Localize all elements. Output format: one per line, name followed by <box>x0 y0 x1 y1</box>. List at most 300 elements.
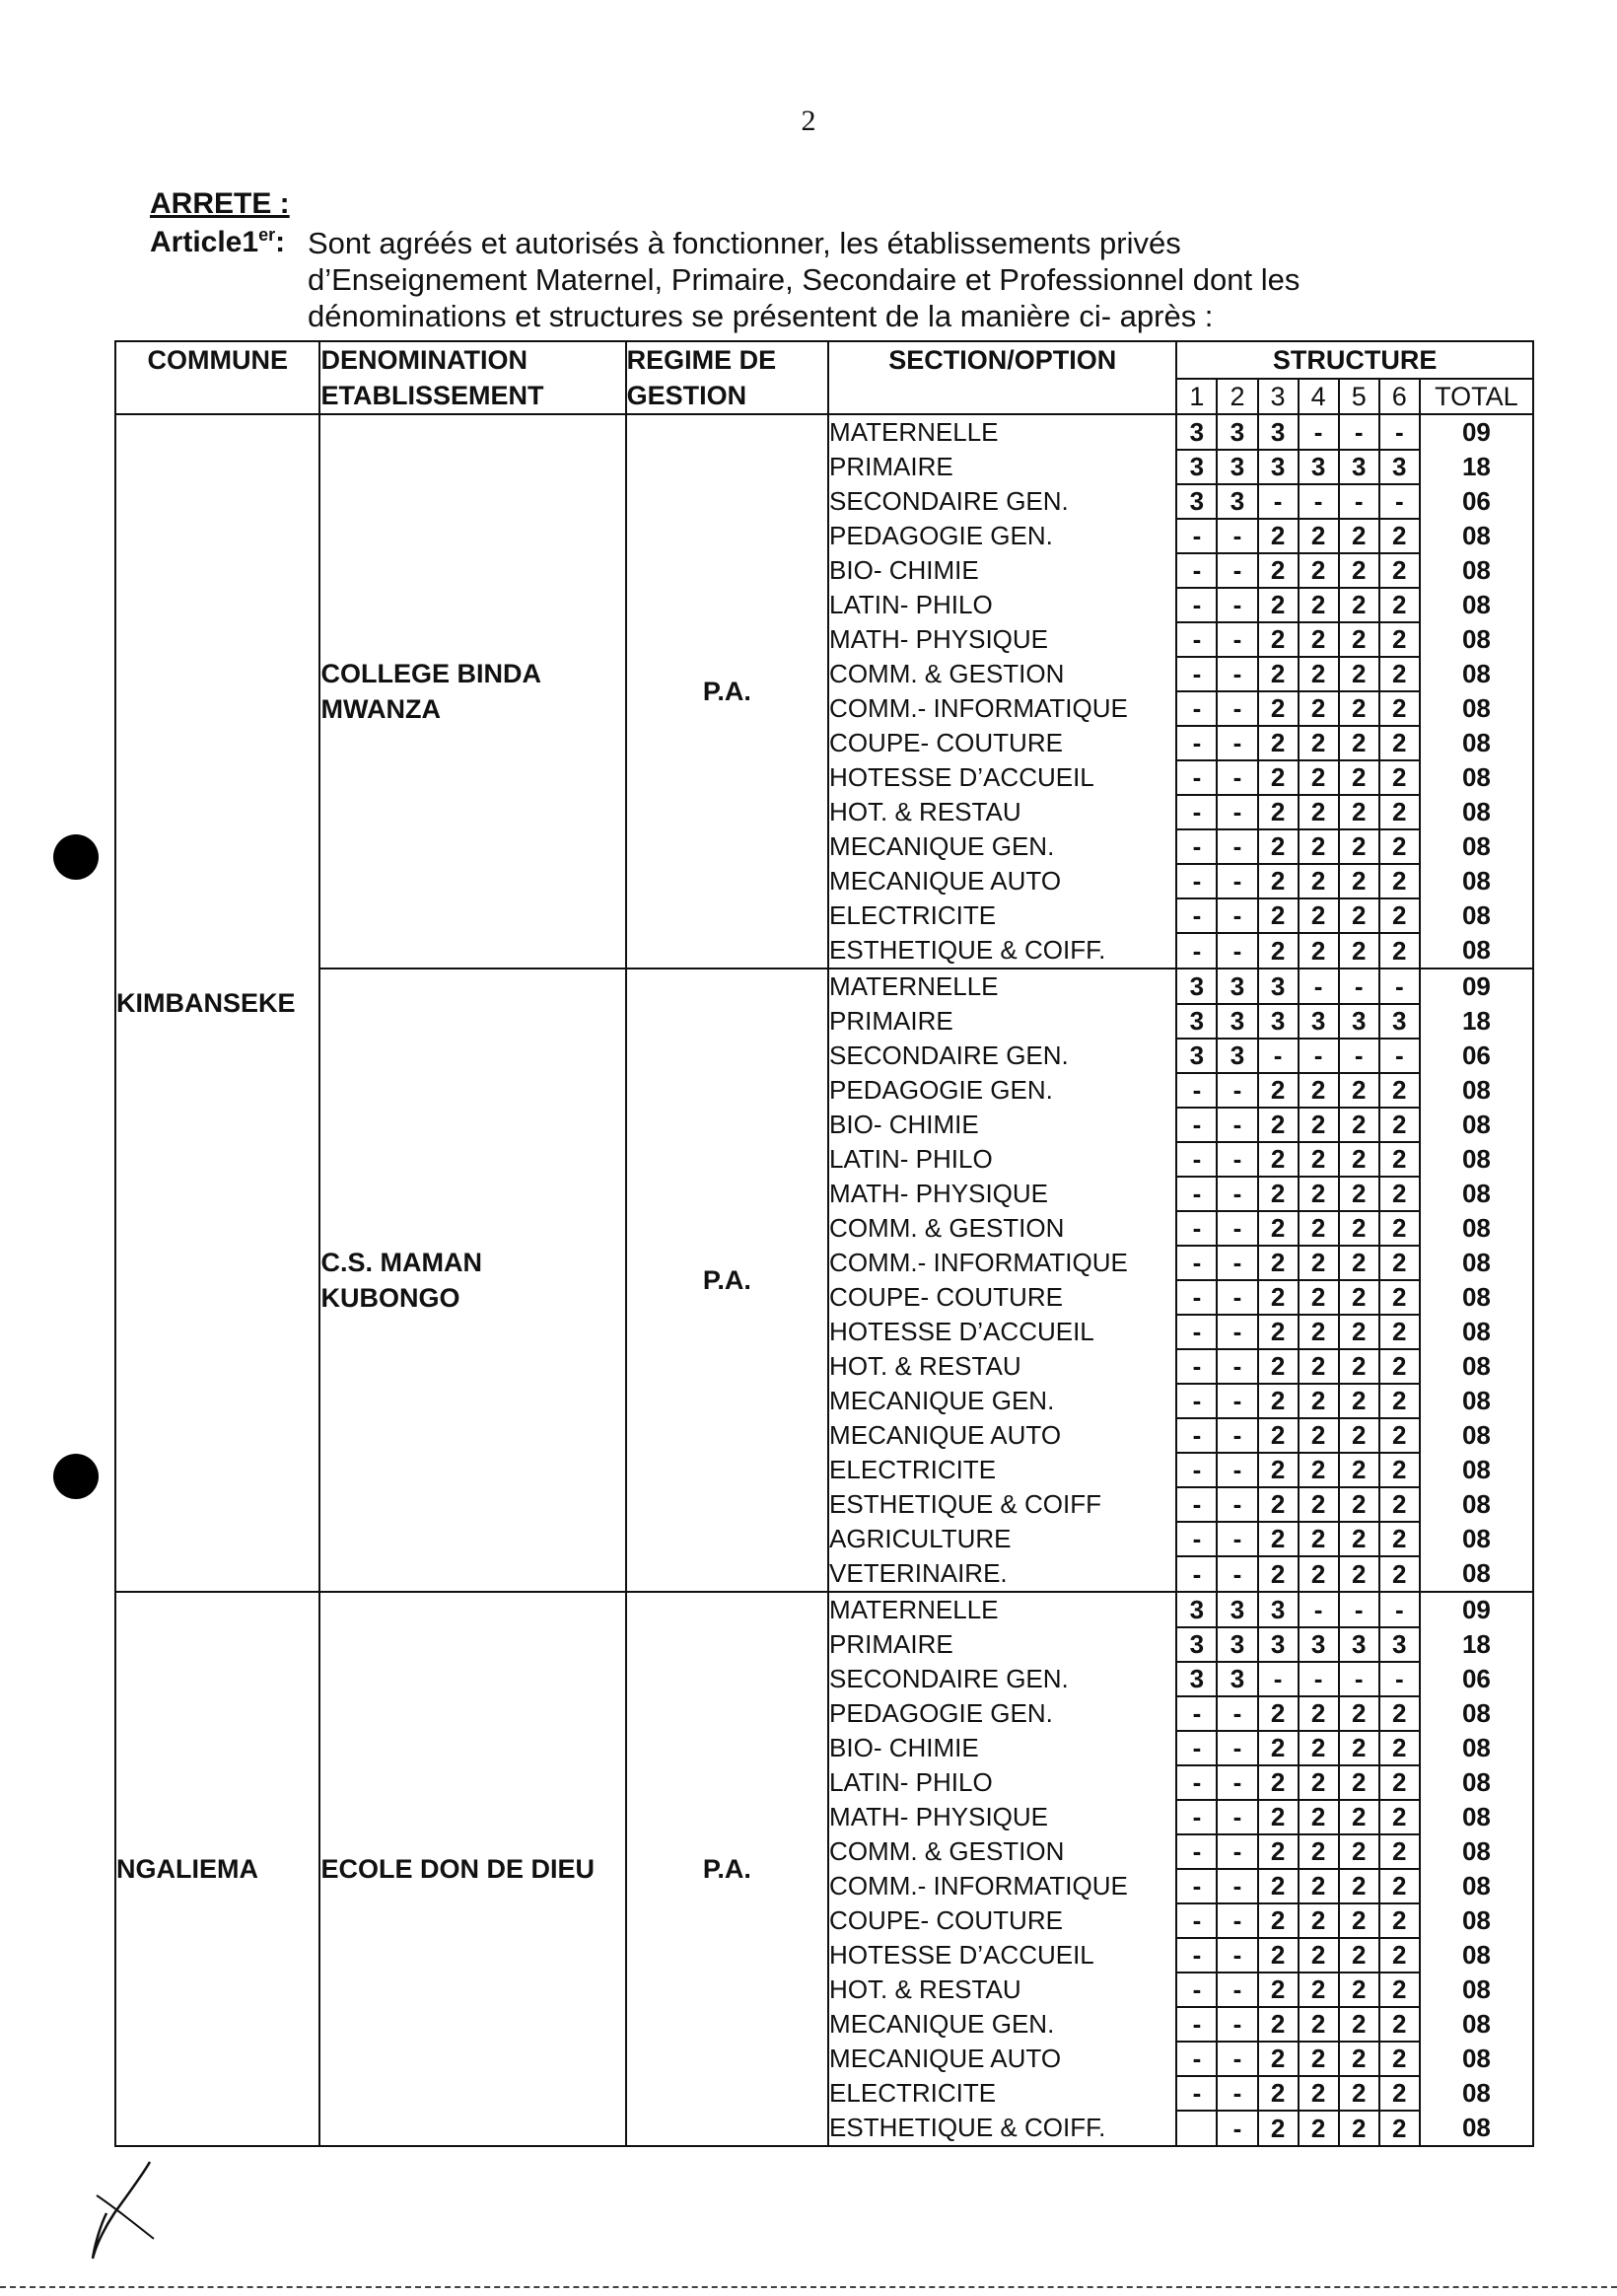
year-value-cell: 2 <box>1379 691 1420 726</box>
year-value-cell: 2 <box>1299 1834 1339 1869</box>
section-option-cell: PEDAGOGIE GEN. <box>828 1696 1176 1731</box>
year-value-cell: 2 <box>1258 622 1299 657</box>
year-value-cell: 2 <box>1379 657 1420 691</box>
year-value-cell: 2 <box>1339 1108 1379 1142</box>
year-value-cell: - <box>1217 1903 1257 1938</box>
year-value-cell: 2 <box>1379 1177 1420 1211</box>
year-value-cell: 2 <box>1299 1800 1339 1834</box>
year-value-cell: 2 <box>1339 1938 1379 1973</box>
section-option-cell: BIO- CHIMIE <box>828 553 1176 588</box>
year-value-cell: - <box>1176 726 1217 760</box>
year-value-cell: 3 <box>1217 1627 1257 1662</box>
year-value-cell: 3 <box>1339 450 1379 484</box>
year-value-cell: - <box>1176 1973 1217 2007</box>
year-value-cell: - <box>1176 1522 1217 1556</box>
section-option-cell: COUPE- COUTURE <box>828 726 1176 760</box>
year-value-cell: - <box>1217 1973 1257 2007</box>
year-value-cell: - <box>1176 588 1217 622</box>
year-value-cell: 2 <box>1339 657 1379 691</box>
year-value-cell: - <box>1339 484 1379 519</box>
year-value-cell: 2 <box>1299 795 1339 829</box>
year-value-cell: - <box>1176 1246 1217 1280</box>
section-option-cell: MECANIQUE GEN. <box>828 1384 1176 1418</box>
total-cell: 06 <box>1420 1039 1533 1073</box>
year-value-cell: 2 <box>1258 1834 1299 1869</box>
year-value-cell: 3 <box>1379 1004 1420 1039</box>
section-option-cell: LATIN- PHILO <box>828 1765 1176 1800</box>
table-row <box>115 1592 1533 1627</box>
year-value-cell: - <box>1258 1039 1299 1073</box>
year-value-cell: 2 <box>1339 829 1379 864</box>
header-section: SECTION/OPTION <box>828 341 1176 414</box>
total-cell: 08 <box>1420 588 1533 622</box>
section-option-cell: MATH- PHYSIQUE <box>828 1800 1176 1834</box>
year-value-cell: 3 <box>1217 1662 1257 1696</box>
year-value-cell: 2 <box>1258 1973 1299 2007</box>
section-option-cell: HOTESSE D’ACCUEIL <box>828 1938 1176 1973</box>
year-value-cell: 2 <box>1258 1177 1299 1211</box>
total-cell: 08 <box>1420 519 1533 553</box>
year-value-cell: 3 <box>1258 969 1299 1004</box>
year-value-cell: 2 <box>1299 1522 1339 1556</box>
year-value-cell: 3 <box>1299 1004 1339 1039</box>
year-value-cell: 3 <box>1217 450 1257 484</box>
year-value-cell: - <box>1339 414 1379 450</box>
year-value-cell: 2 <box>1339 588 1379 622</box>
table-row <box>115 969 1533 1004</box>
section-option-cell: HOTESSE D’ACCUEIL <box>828 1315 1176 1349</box>
year-value-cell: - <box>1176 1142 1217 1177</box>
year-value-cell: 2 <box>1339 1177 1379 1211</box>
year-value-cell: 2 <box>1258 726 1299 760</box>
year-value-cell: 2 <box>1379 933 1420 969</box>
year-value-cell: 2 <box>1258 864 1299 898</box>
year-value-cell: - <box>1258 484 1299 519</box>
year-value-cell: 3 <box>1258 414 1299 450</box>
section-option-cell: COMM.- INFORMATIQUE <box>828 1246 1176 1280</box>
year-value-cell: 2 <box>1299 726 1339 760</box>
total-cell: 18 <box>1420 450 1533 484</box>
year-value-cell: - <box>1339 1662 1379 1696</box>
year-value-cell: 2 <box>1299 519 1339 553</box>
year-value-cell: - <box>1217 1696 1257 1731</box>
year-value-cell: 2 <box>1299 1315 1339 1349</box>
year-value-cell: - <box>1339 969 1379 1004</box>
section-option-cell: SECONDAIRE GEN. <box>828 484 1176 519</box>
section-option-cell: BIO- CHIMIE <box>828 1108 1176 1142</box>
year-value-cell: 2 <box>1258 2042 1299 2076</box>
year-value-cell: 2 <box>1339 691 1379 726</box>
year-value-cell: 3 <box>1217 414 1257 450</box>
section-option-cell: AGRICULTURE <box>828 1522 1176 1556</box>
year-value-cell: - <box>1176 1073 1217 1108</box>
year-value-cell: 2 <box>1258 1938 1299 1973</box>
year-value-cell: - <box>1217 795 1257 829</box>
year-value-cell: 2 <box>1379 760 1420 795</box>
year-value-cell: - <box>1217 1800 1257 1834</box>
total-cell: 08 <box>1420 1073 1533 1108</box>
year-value-cell: - <box>1379 1662 1420 1696</box>
year-value-cell: 2 <box>1299 657 1339 691</box>
year-value-cell: - <box>1176 1903 1217 1938</box>
total-cell: 08 <box>1420 795 1533 829</box>
year-value-cell: 2 <box>1379 1384 1420 1418</box>
year-value-cell: 2 <box>1339 1384 1379 1418</box>
year-value-cell: 3 <box>1217 1039 1257 1073</box>
year-value-cell: - <box>1176 795 1217 829</box>
year-value-cell: 2 <box>1379 726 1420 760</box>
establishment-name-line: MWANZA <box>320 694 441 724</box>
year-value-cell: 2 <box>1379 588 1420 622</box>
year-value-cell: 2 <box>1339 933 1379 969</box>
year-value-cell: - <box>1217 864 1257 898</box>
year-value-cell: - <box>1217 1211 1257 1246</box>
year-value-cell: - <box>1339 1039 1379 1073</box>
total-cell: 08 <box>1420 1765 1533 1800</box>
total-cell: 09 <box>1420 414 1533 450</box>
year-value-cell: 2 <box>1339 1696 1379 1731</box>
year-value-cell: - <box>1176 1384 1217 1418</box>
year-value-cell: 2 <box>1299 1073 1339 1108</box>
total-cell: 08 <box>1420 657 1533 691</box>
year-value-cell: 2 <box>1299 1177 1339 1211</box>
year-value-cell: - <box>1217 1487 1257 1522</box>
year-value-cell: - <box>1217 1108 1257 1142</box>
year-value-cell: - <box>1217 1556 1257 1592</box>
year-value-cell: - <box>1299 484 1339 519</box>
year-value-cell: 2 <box>1379 553 1420 588</box>
article-text-line: d’Enseignement Maternel, Primaire, Secondaire et Professionnel dont les <box>308 262 1301 297</box>
year-value-cell: - <box>1176 1938 1217 1973</box>
year-value-cell: 2 <box>1258 1246 1299 1280</box>
year-value-cell: - <box>1217 2076 1257 2111</box>
year-value-cell: - <box>1217 1765 1257 1800</box>
year-value-cell: 2 <box>1299 1869 1339 1903</box>
year-value-cell: 2 <box>1379 1938 1420 1973</box>
year-value-cell: - <box>1299 1039 1339 1073</box>
year-value-cell: 2 <box>1339 1073 1379 1108</box>
year-value-cell: 3 <box>1176 484 1217 519</box>
year-value-cell: - <box>1299 969 1339 1004</box>
total-cell: 08 <box>1420 1142 1533 1177</box>
year-value-cell: 2 <box>1339 2111 1379 2146</box>
total-cell: 08 <box>1420 1556 1533 1592</box>
year-value-cell: 2 <box>1339 1731 1379 1765</box>
year-value-cell: - <box>1217 1246 1257 1280</box>
year-value-cell: 2 <box>1258 2076 1299 2111</box>
section-option-cell: COMM. & GESTION <box>828 657 1176 691</box>
total-cell: 08 <box>1420 1800 1533 1834</box>
total-cell: 08 <box>1420 1246 1533 1280</box>
year-value-cell: 2 <box>1339 1246 1379 1280</box>
total-cell: 06 <box>1420 1662 1533 1696</box>
year-value-cell: 2 <box>1299 1418 1339 1453</box>
total-cell: 08 <box>1420 1211 1533 1246</box>
year-value-cell: 2 <box>1339 1142 1379 1177</box>
year-value-cell: - <box>1217 1384 1257 1418</box>
year-value-cell: 2 <box>1379 1487 1420 1522</box>
year-value-cell: - <box>1176 933 1217 969</box>
section-option-cell: ELECTRICITE <box>828 2076 1176 2111</box>
year-value-cell: 2 <box>1258 1903 1299 1938</box>
year-value-cell: - <box>1176 2007 1217 2042</box>
year-value-cell: 2 <box>1258 1108 1299 1142</box>
year-value-cell: - <box>1176 622 1217 657</box>
table-row <box>115 414 1533 450</box>
year-value-cell: - <box>1217 2111 1257 2146</box>
year-value-cell: 2 <box>1339 519 1379 553</box>
year-value-cell: - <box>1217 1869 1257 1903</box>
header-denomination <box>319 341 625 414</box>
total-cell: 09 <box>1420 1592 1533 1627</box>
regime-cell: P.A. <box>626 1592 828 2146</box>
year-value-cell: 2 <box>1299 864 1339 898</box>
year-value-cell: 2 <box>1339 898 1379 933</box>
section-option-cell: VETERINAIRE. <box>828 1556 1176 1592</box>
year-value-cell: - <box>1176 1765 1217 1800</box>
year-value-cell: 2 <box>1379 1142 1420 1177</box>
section-option-cell: MATH- PHYSIQUE <box>828 622 1176 657</box>
year-value-cell: 2 <box>1379 2076 1420 2111</box>
header-regime <box>626 341 828 414</box>
total-cell: 08 <box>1420 726 1533 760</box>
year-value-cell: 2 <box>1339 1903 1379 1938</box>
section-option-cell: HOT. & RESTAU <box>828 1349 1176 1384</box>
page-edge-line <box>0 2286 1617 2288</box>
section-option-cell: MECANIQUE GEN. <box>828 2007 1176 2042</box>
year-value-cell: - <box>1217 1731 1257 1765</box>
total-cell: 08 <box>1420 2111 1533 2146</box>
year-value-cell: 2 <box>1258 1453 1299 1487</box>
article-text-line: Sont agréés et autorisés à fonctionner, les établissements privés <box>308 226 1181 260</box>
establishment-name-cell <box>319 969 625 1592</box>
page-number: 2 <box>801 105 816 137</box>
establishment-name-line: C.S. MAMAN <box>320 1248 482 1277</box>
year-value-cell: - <box>1217 1177 1257 1211</box>
year-value-cell: 2 <box>1339 795 1379 829</box>
year-value-cell: 3 <box>1299 450 1339 484</box>
section-option-cell: SECONDAIRE GEN. <box>828 1662 1176 1696</box>
year-value-cell: 2 <box>1379 1246 1420 1280</box>
year-value-cell: - <box>1176 553 1217 588</box>
year-value-cell: - <box>1217 760 1257 795</box>
year-value-cell: 2 <box>1299 1142 1339 1177</box>
section-option-cell: PRIMAIRE <box>828 1004 1176 1039</box>
year-value-cell: 2 <box>1258 829 1299 864</box>
year-value-cell: 3 <box>1176 414 1217 450</box>
year-value-cell: - <box>1217 2007 1257 2042</box>
decree-heading: ARRETE : <box>150 187 290 220</box>
year-value-cell: - <box>1217 726 1257 760</box>
section-option-cell: MECANIQUE AUTO <box>828 864 1176 898</box>
year-value-cell: 2 <box>1299 1556 1339 1592</box>
year-value-cell: 2 <box>1379 864 1420 898</box>
year-value-cell: 3 <box>1176 969 1217 1004</box>
section-option-cell: MECANIQUE GEN. <box>828 829 1176 864</box>
year-value-cell: 2 <box>1258 898 1299 933</box>
total-cell: 09 <box>1420 969 1533 1004</box>
section-option-cell: ELECTRICITE <box>828 898 1176 933</box>
year-value-cell: 2 <box>1379 2042 1420 2076</box>
year-value-cell: - <box>1176 1453 1217 1487</box>
total-cell: 08 <box>1420 1280 1533 1315</box>
header-year: 3 <box>1258 379 1299 414</box>
year-value-cell: 2 <box>1299 1384 1339 1418</box>
year-value-cell: 2 <box>1379 898 1420 933</box>
year-value-cell: - <box>1176 1108 1217 1142</box>
year-value-cell: 3 <box>1176 1627 1217 1662</box>
year-value-cell: 2 <box>1379 622 1420 657</box>
year-value-cell: 2 <box>1379 1349 1420 1384</box>
year-value-cell: - <box>1217 657 1257 691</box>
year-value-cell: 2 <box>1339 864 1379 898</box>
section-option-cell: ESTHETIQUE & COIFF <box>828 1487 1176 1522</box>
year-value-cell: 3 <box>1176 1039 1217 1073</box>
year-value-cell: 2 <box>1299 588 1339 622</box>
year-value-cell: 2 <box>1299 691 1339 726</box>
year-value-cell: 2 <box>1299 1487 1339 1522</box>
year-value-cell: 2 <box>1299 1280 1339 1315</box>
year-value-cell: 2 <box>1379 1731 1420 1765</box>
year-value-cell: 2 <box>1339 1315 1379 1349</box>
header-commune: COMMUNE <box>115 341 319 414</box>
year-value-cell: 2 <box>1258 657 1299 691</box>
binder-hole <box>53 834 99 880</box>
header-year: 1 <box>1176 379 1217 414</box>
year-value-cell: 2 <box>1258 553 1299 588</box>
section-option-cell: PRIMAIRE <box>828 450 1176 484</box>
year-value-cell: - <box>1217 2042 1257 2076</box>
year-value-cell: 2 <box>1379 1696 1420 1731</box>
section-option-cell: MATH- PHYSIQUE <box>828 1177 1176 1211</box>
year-value-cell: 2 <box>1339 1765 1379 1800</box>
year-value-cell: 3 <box>1258 1004 1299 1039</box>
section-option-cell: BIO- CHIMIE <box>828 1731 1176 1765</box>
total-cell: 08 <box>1420 553 1533 588</box>
total-cell: 08 <box>1420 829 1533 864</box>
year-value-cell: - <box>1379 414 1420 450</box>
year-value-cell: 2 <box>1258 588 1299 622</box>
year-value-cell: 2 <box>1339 1834 1379 1869</box>
year-value-cell: 2 <box>1258 519 1299 553</box>
year-value-cell: 2 <box>1379 1834 1420 1869</box>
section-option-cell: COUPE- COUTURE <box>828 1903 1176 1938</box>
year-value-cell: 2 <box>1258 1142 1299 1177</box>
year-value-cell: - <box>1217 1349 1257 1384</box>
year-value-cell: - <box>1217 1142 1257 1177</box>
year-value-cell: - <box>1379 484 1420 519</box>
year-value-cell: 3 <box>1379 1627 1420 1662</box>
year-value-cell: 3 <box>1217 1592 1257 1627</box>
year-value-cell: 2 <box>1379 1556 1420 1592</box>
year-value-cell: - <box>1217 691 1257 726</box>
year-value-cell: 2 <box>1299 2111 1339 2146</box>
year-value-cell: 2 <box>1379 795 1420 829</box>
total-cell: 08 <box>1420 1108 1533 1142</box>
year-value-cell: 2 <box>1258 1384 1299 1418</box>
section-option-cell: LATIN- PHILO <box>828 588 1176 622</box>
year-value-cell: - <box>1176 657 1217 691</box>
year-value-cell: - <box>1379 969 1420 1004</box>
total-cell: 08 <box>1420 1834 1533 1869</box>
year-value-cell: 3 <box>1379 450 1420 484</box>
year-value-cell: 2 <box>1339 1280 1379 1315</box>
total-cell: 08 <box>1420 1731 1533 1765</box>
total-cell: 08 <box>1420 898 1533 933</box>
year-value-cell: 2 <box>1258 1280 1299 1315</box>
year-value-cell: - <box>1176 1177 1217 1211</box>
total-cell: 08 <box>1420 1453 1533 1487</box>
year-value-cell: 2 <box>1299 1211 1339 1246</box>
year-value-cell: 3 <box>1176 1004 1217 1039</box>
total-cell: 08 <box>1420 2042 1533 2076</box>
section-option-cell: PEDAGOGIE GEN. <box>828 519 1176 553</box>
article-label-text: Article1 <box>150 226 259 258</box>
year-value-cell: 2 <box>1299 1765 1339 1800</box>
year-value-cell: 2 <box>1299 1108 1339 1142</box>
total-cell: 08 <box>1420 1869 1533 1903</box>
header-year: 6 <box>1379 379 1420 414</box>
section-option-cell: LATIN- PHILO <box>828 1142 1176 1177</box>
year-value-cell: 2 <box>1339 1453 1379 1487</box>
section-option-cell: COMM.- INFORMATIQUE <box>828 1869 1176 1903</box>
year-value-cell: 2 <box>1379 2007 1420 2042</box>
total-cell: 08 <box>1420 1938 1533 1973</box>
year-value-cell: 2 <box>1299 1903 1339 1938</box>
year-value-cell: 2 <box>1299 1973 1339 2007</box>
total-cell: 18 <box>1420 1004 1533 1039</box>
regime-cell: P.A. <box>626 414 828 969</box>
total-cell: 08 <box>1420 1696 1533 1731</box>
year-value-cell: 3 <box>1217 969 1257 1004</box>
year-value-cell: - <box>1176 1869 1217 1903</box>
table-body <box>115 414 1533 2146</box>
total-cell: 08 <box>1420 2076 1533 2111</box>
year-value-cell: 2 <box>1379 2111 1420 2146</box>
year-value-cell: 2 <box>1299 898 1339 933</box>
year-value-cell: - <box>1176 1834 1217 1869</box>
year-value-cell: 2 <box>1299 622 1339 657</box>
year-value-cell: 2 <box>1379 1108 1420 1142</box>
year-value-cell: 2 <box>1379 829 1420 864</box>
header-regime-line: REGIME DE <box>626 345 777 375</box>
year-value-cell: - <box>1217 1280 1257 1315</box>
section-option-cell: HOTESSE D’ACCUEIL <box>828 760 1176 795</box>
section-option-cell: HOT. & RESTAU <box>828 795 1176 829</box>
year-value-cell: 3 <box>1258 450 1299 484</box>
year-value-cell: - <box>1339 1592 1379 1627</box>
total-cell: 08 <box>1420 1973 1533 2007</box>
year-value-cell: - <box>1217 829 1257 864</box>
year-value-cell: 2 <box>1339 1487 1379 1522</box>
year-value-cell: - <box>1217 622 1257 657</box>
year-value-cell: 2 <box>1258 1765 1299 1800</box>
year-value-cell: - <box>1176 1211 1217 1246</box>
year-value-cell: - <box>1176 2042 1217 2076</box>
year-value-cell: 2 <box>1299 1349 1339 1384</box>
year-value-cell: - <box>1217 588 1257 622</box>
section-option-cell: COMM. & GESTION <box>828 1211 1176 1246</box>
year-value-cell: 2 <box>1299 1731 1339 1765</box>
section-option-cell: MATERNELLE <box>828 414 1176 450</box>
year-value-cell: - <box>1217 519 1257 553</box>
year-value-cell: 2 <box>1299 760 1339 795</box>
year-value-cell: 2 <box>1258 1869 1299 1903</box>
total-cell: 08 <box>1420 864 1533 898</box>
year-value-cell: 3 <box>1299 1627 1339 1662</box>
total-cell: 08 <box>1420 1903 1533 1938</box>
year-value-cell: 2 <box>1339 1800 1379 1834</box>
